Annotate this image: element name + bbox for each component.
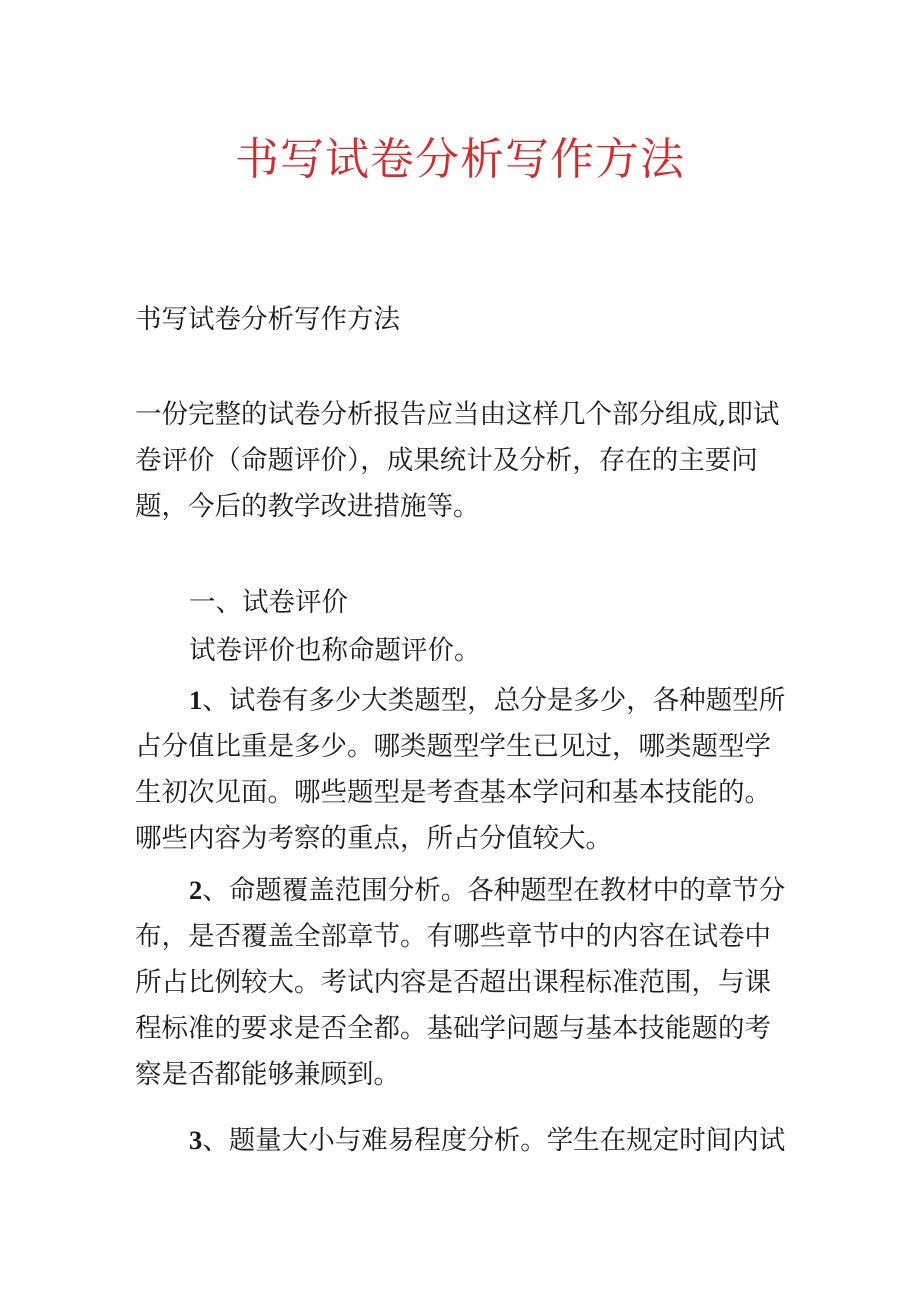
numbered-paragraph-2 [135, 867, 795, 1098]
paragraph-text: 、题量大小与难易程度分析。学生在规定时间内试 [202, 1125, 786, 1156]
paragraph-number: 2 [189, 875, 203, 905]
paragraph-number: 3 [189, 1125, 203, 1155]
document-subtitle: 书写试卷分析写作方法 [135, 304, 400, 335]
paragraph-text: 、命题覆盖范围分析。各种题型在教材中的章节分布，是否覆盖全部章节。有哪些章节中的内容在试卷中所占比例较大。考试内容是否超出课程标准范围，与课程标准的要求是否全都。基础学问题与基本技能题的考察是否都能够兼顾到。 [135, 875, 786, 1090]
paragraph-number: 1 [189, 685, 203, 715]
document-title: 书写试卷分析写作方法 [235, 134, 685, 185]
numbered-paragraph-3 [135, 1117, 795, 1164]
paragraph-text: 、试卷有多少大类题型，总分是多少，各种题型所占分值比重是多少。哪类题型学生已见过，哪类题型学生初次见面。哪些题型是考查基本学问和基本技能的。哪些内容为考察的重点，所占分值较大。 [135, 685, 786, 854]
intro-paragraph: 一份完整的试卷分析报告应当由这样几个部分组成,即试卷评价（命题评价），成果统计及分析，存在的主要问题，今后的教学改进措施等。 [135, 399, 780, 522]
section-heading: 一、试卷评价 [189, 587, 348, 618]
section-lead-paragraph: 试卷评价也称命题评价。 [189, 635, 481, 666]
numbered-paragraph-1 [135, 677, 795, 862]
